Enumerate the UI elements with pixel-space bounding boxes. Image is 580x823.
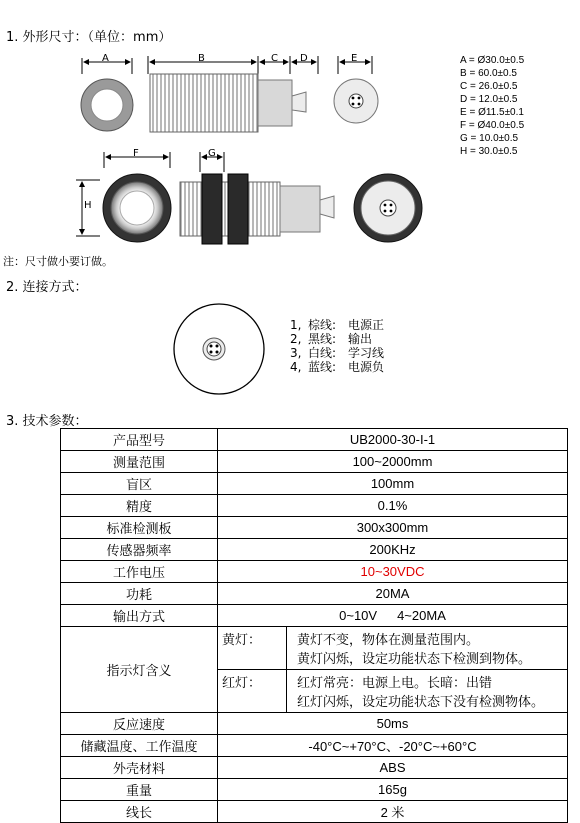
spec-value: 50ms: [218, 713, 568, 735]
spec-key: 功耗: [61, 583, 218, 605]
spec-value: UB2000-30-I-1: [218, 429, 568, 451]
wiring-connector-face: [174, 304, 264, 394]
side-view-bcd: [148, 56, 318, 132]
connector-view-bottom: [354, 174, 422, 242]
table-row: [61, 757, 568, 779]
indicator-red-label: 红灯：: [218, 670, 287, 713]
dimension-a: A = Ø30.0±0.5: [460, 55, 525, 66]
wiring-list: [290, 318, 384, 374]
table-row: [61, 429, 568, 451]
table-row: [61, 713, 568, 735]
spec-value: 20MA: [218, 583, 568, 605]
table-row: [61, 561, 568, 583]
indicator-red-desc: 红灯常亮：电源上电。长暗：出错 红灯闪烁，设定功能状态下没有检测物体。: [287, 670, 568, 713]
wiring-item: 4, 蓝线: 电源负: [290, 360, 385, 374]
spec-key: 反应速度: [61, 713, 218, 735]
label-e: E: [351, 53, 358, 64]
spec-key: 盲区: [61, 473, 218, 495]
spec-value: 0.1%: [218, 495, 568, 517]
dimension-f: F = Ø40.0±0.5: [460, 120, 525, 131]
table-row: [61, 473, 568, 495]
front-view-a: [81, 58, 133, 131]
spec-key: 传感器频率: [61, 539, 218, 561]
spec-value: 100mm: [218, 473, 568, 495]
output-voltage: 0~10V: [339, 608, 378, 623]
connector-view-e: [334, 56, 378, 123]
dimension-e: E = Ø11.5±0.1: [460, 107, 524, 118]
spec-key: 线长: [61, 801, 218, 823]
indicator-yellow-desc: 黄灯不变，物体在测量范围内。 黄灯闪烁，设定功能状态下检测到物体。: [287, 627, 568, 670]
table-row: [61, 495, 568, 517]
table-row: [61, 583, 568, 605]
table-row: [61, 627, 568, 670]
table-row: [61, 779, 568, 801]
section3-title: 3. 技术参数：: [6, 414, 88, 429]
label-d: D: [300, 53, 308, 64]
dimension-list: [460, 54, 524, 158]
front-view-fh: [76, 152, 171, 242]
table-row: [61, 801, 568, 823]
wiring-item: 2, 黑线: 输出: [290, 332, 373, 346]
size-note: 注：尺寸做小要订做。: [3, 255, 113, 268]
spec-value: ABS: [218, 757, 568, 779]
spec-key: 输出方式: [61, 605, 218, 627]
table-row: [61, 451, 568, 473]
dimension-g: G = 10.0±0.5: [460, 133, 519, 144]
table-row: [61, 517, 568, 539]
spec-value: 300x300mm: [218, 517, 568, 539]
spec-value: 165g: [218, 779, 568, 801]
spec-value-voltage: 10~30VDC: [218, 561, 568, 583]
table-row: [61, 735, 568, 757]
spec-key: 测量范围: [61, 451, 218, 473]
side-view-g: [180, 152, 334, 244]
section2-title: 2. 连接方式：: [6, 280, 88, 295]
label-b: B: [198, 53, 205, 64]
section1-title: 1. 外形尺寸：（单位：mm）: [6, 30, 172, 45]
label-f: F: [133, 148, 139, 159]
dimension-b: B = 60.0±0.5: [460, 68, 517, 79]
label-g: G: [208, 148, 216, 159]
spec-table: [60, 428, 568, 823]
indicator-yellow-label: 黄灯：: [218, 627, 287, 670]
spec-value: 200KHz: [218, 539, 568, 561]
dimension-h: H = 30.0±0.5: [460, 146, 518, 157]
table-row: [61, 605, 568, 627]
spec-key: 精度: [61, 495, 218, 517]
label-a: A: [102, 53, 109, 64]
spec-value: -40°C~+70°C、-20°C~+60°C: [218, 735, 568, 757]
spec-key: 产品型号: [61, 429, 218, 451]
spec-value: 100~2000mm: [218, 451, 568, 473]
wiring-item: 3, 白线: 学习线: [290, 346, 385, 360]
spec-key: 工作电压: [61, 561, 218, 583]
spec-key: 标准检测板: [61, 517, 218, 539]
spec-key: 指示灯含义: [61, 627, 218, 713]
spec-key: 外壳材料: [61, 757, 218, 779]
wiring-item: 1, 棕线: 电源正: [290, 318, 385, 332]
spec-value: [218, 605, 568, 627]
label-c: C: [271, 53, 278, 64]
dimension-d: D = 12.0±0.5: [460, 94, 518, 105]
spec-key: 储藏温度、工作温度: [61, 735, 218, 757]
table-row: [61, 539, 568, 561]
spec-key: 重量: [61, 779, 218, 801]
label-h: H: [84, 200, 92, 211]
dimension-c: C = 26.0±0.5: [460, 81, 518, 92]
spec-value: 2 米: [218, 801, 568, 823]
output-current: 4~20MA: [397, 608, 446, 623]
